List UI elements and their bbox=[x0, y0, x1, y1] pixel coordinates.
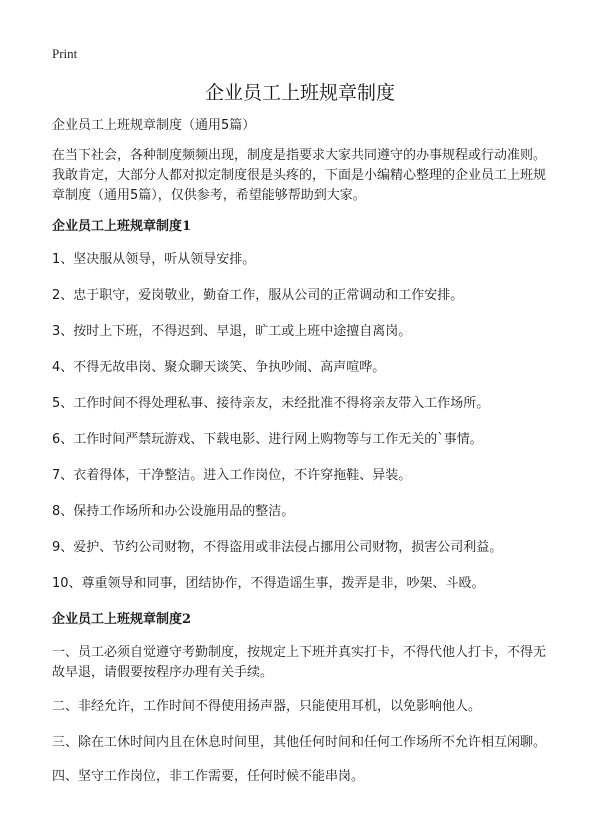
rule-item: 四、坚守工作岗位，非工作需要，任何时候不能串岗。 bbox=[52, 769, 365, 784]
document-subtitle: 企业员工上班规章制度（通用5篇） bbox=[52, 118, 256, 133]
section-heading: 企业员工上班规章制度1 bbox=[52, 219, 192, 234]
rule-item: 2、忠于职守，爱岗敬业，勤奋工作，服从公司的正常调动和工作安排。 bbox=[52, 288, 464, 303]
print-link[interactable]: Print bbox=[52, 46, 78, 61]
intro-paragraph: 在当下社会，各种制度频频出现，制度是指要求大家共同遵守的办事规程或行动准则。我敢肯定，大部分人都对拟定制度很是头疼的，下面是小编精心整理的企业员工上班规章制度（通用5篇），仅供参考，希望能够帮助到大家。 bbox=[52, 148, 547, 203]
rule-item: 1、坚决服从领导，听从领导安排。 bbox=[52, 252, 256, 267]
rule-item: 3、按时上下班，不得迟到、早退，旷工或上班中途擅自离岗。 bbox=[52, 324, 412, 339]
rule-item: 6、工作时间严禁玩游戏、下载电影、进行网上购物等与工作无关的`事情。 bbox=[52, 432, 483, 447]
rule-item: 5、工作时间不得处理私事、接待亲友，未经批准不得将亲友带入工作场所。 bbox=[52, 396, 490, 411]
page-title: 企业员工上班规章制度 bbox=[204, 82, 395, 104]
rule-item: 10、尊重领导和同事，团结协作，不得造谣生事，拨弄是非，吵架、斗殴。 bbox=[52, 576, 485, 591]
rule-item: 一、员工必须自觉遵守考勤制度，按规定上下班并真实打卡，不得代他人打卡，不得无故早退，请假要按程序办理有关手续。 bbox=[52, 645, 547, 680]
rule-item: 7、衣着得体，干净整洁。进入工作岗位，不许穿拖鞋、异装。 bbox=[52, 468, 412, 483]
rule-item: 8、保持工作场所和办公设施用品的整洁。 bbox=[52, 504, 295, 519]
section-heading: 企业员工上班规章制度2 bbox=[52, 612, 192, 627]
document-body bbox=[52, 116, 552, 803]
rule-item: 4、不得无故串岗、聚众聊天谈笑、争执吵闹、高声喧哗。 bbox=[52, 360, 386, 375]
section-1 bbox=[52, 217, 552, 594]
rule-item: 9、爱护、节约公司财物，不得盗用或非法侵占挪用公司财物，损害公司利益。 bbox=[52, 540, 503, 555]
rule-item: 三、除在工休时间内且在休息时间里，其他任何时间和任何工作场所不允许相互闲聊。 bbox=[52, 735, 547, 750]
section-2 bbox=[52, 610, 552, 787]
rule-item: 二、非经允许，工作时间不得使用扬声器，只能使用耳机，以免影响他人。 bbox=[52, 699, 482, 714]
